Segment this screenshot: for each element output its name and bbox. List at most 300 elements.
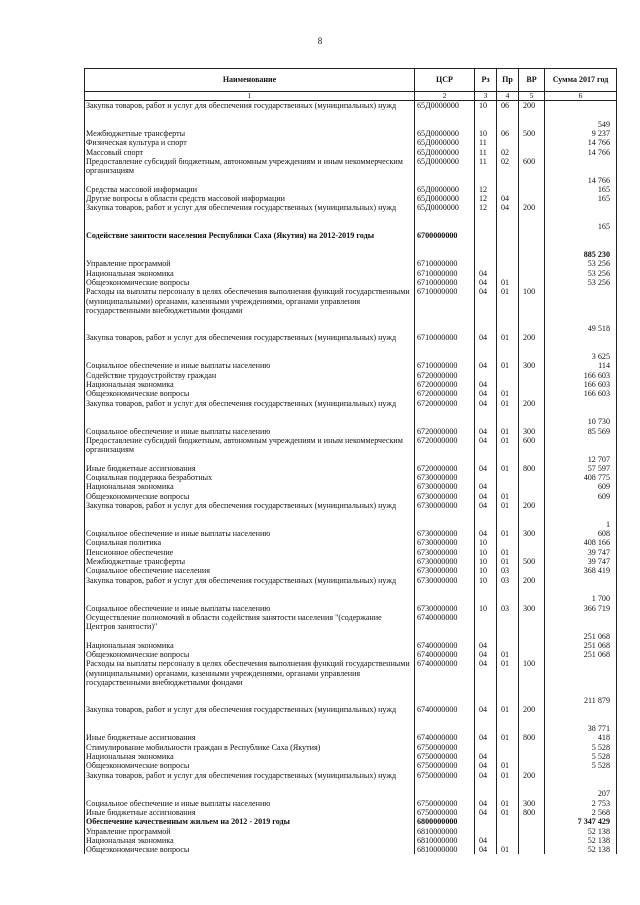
- row-name: Общеэкономические вопросы: [85, 492, 415, 501]
- row-name: Межбюджетные трансферты: [85, 129, 415, 138]
- row-rz: [475, 743, 497, 752]
- row-rz: 04: [475, 399, 497, 427]
- row-name: Национальная экономика: [85, 269, 415, 278]
- row-csr: 6720000000: [415, 371, 475, 380]
- row-rz: 04: [475, 836, 497, 845]
- row-pr: [497, 752, 519, 761]
- row-csr: 6730000000: [415, 473, 475, 482]
- table-row: [85, 148, 617, 157]
- row-sum: 609: [545, 482, 617, 491]
- row-pr: [497, 380, 519, 389]
- row-rz: 04: [475, 389, 497, 398]
- row-sum: 251 068: [545, 613, 617, 641]
- table-row: [85, 650, 617, 659]
- row-name: Национальная экономика: [85, 836, 415, 845]
- table-row: [85, 371, 617, 380]
- row-pr: 01: [497, 333, 519, 361]
- row-sum: 251 068: [545, 641, 617, 650]
- row-csr: 6720000000: [415, 436, 475, 464]
- row-pr: 01: [497, 501, 519, 529]
- row-vr: [519, 650, 545, 659]
- row-csr: 6800000000: [415, 817, 475, 826]
- table-row: [85, 436, 617, 464]
- column-number: 5: [519, 92, 545, 101]
- row-vr: 300: [519, 529, 545, 538]
- row-vr: [519, 185, 545, 194]
- row-sum: 85 569: [545, 427, 617, 436]
- row-name: Предоставление субсидий бюджетным, автономным учреждениям и иным некоммерческим организациям: [85, 436, 415, 464]
- row-pr: 01: [497, 427, 519, 436]
- row-vr: 800: [519, 733, 545, 742]
- row-csr: 6710000000: [415, 259, 475, 268]
- row-sum: 14 766: [545, 138, 617, 147]
- row-sum: 5 528: [545, 743, 617, 752]
- row-name: Межбюджетные трансферты: [85, 557, 415, 566]
- row-pr: 04: [497, 194, 519, 203]
- row-sum: 165: [545, 203, 617, 231]
- table-row: [85, 845, 617, 854]
- row-csr: 6730000000: [415, 548, 475, 557]
- row-rz: 11: [475, 138, 497, 147]
- row-pr: 01: [497, 361, 519, 370]
- row-pr: 01: [497, 557, 519, 566]
- row-name: Массовый спорт: [85, 148, 415, 157]
- row-rz: 10: [475, 576, 497, 604]
- row-rz: 04: [475, 733, 497, 742]
- table-header: [85, 69, 617, 101]
- row-vr: [519, 761, 545, 770]
- column-number-row: [85, 92, 617, 101]
- row-pr: 03: [497, 576, 519, 604]
- row-sum: 609: [545, 492, 617, 501]
- row-sum: 3 625: [545, 333, 617, 361]
- row-pr: [497, 269, 519, 278]
- row-rz: 04: [475, 650, 497, 659]
- table-row: [85, 771, 617, 799]
- row-sum: 39 747: [545, 548, 617, 557]
- row-vr: 100: [519, 287, 545, 333]
- header-csr: ЦСР: [415, 69, 475, 92]
- row-csr: 6730000000: [415, 482, 475, 491]
- row-vr: 200: [519, 771, 545, 799]
- row-vr: 300: [519, 604, 545, 613]
- row-rz: 12: [475, 203, 497, 231]
- row-rz: 12: [475, 194, 497, 203]
- row-vr: 300: [519, 361, 545, 370]
- row-sum: 38 771: [545, 705, 617, 733]
- row-sum: 53 256: [545, 259, 617, 268]
- row-rz: 04: [475, 380, 497, 389]
- row-vr: [519, 148, 545, 157]
- row-vr: [519, 380, 545, 389]
- row-name: Социальное обеспечение и иные выплаты населению: [85, 799, 415, 808]
- row-rz: 04: [475, 641, 497, 650]
- row-rz: 04: [475, 771, 497, 799]
- column-number: 1: [85, 92, 415, 101]
- table-row: [85, 473, 617, 482]
- row-vr: [519, 371, 545, 380]
- row-vr: [519, 836, 545, 845]
- row-vr: [519, 566, 545, 575]
- row-rz: [475, 613, 497, 641]
- row-vr: 200: [519, 576, 545, 604]
- row-pr: [497, 231, 519, 259]
- row-vr: [519, 138, 545, 147]
- row-sum: 10 730: [545, 399, 617, 427]
- row-vr: [519, 641, 545, 650]
- row-rz: 04: [475, 482, 497, 491]
- row-pr: 06: [497, 129, 519, 138]
- row-rz: [475, 817, 497, 826]
- row-pr: 01: [497, 399, 519, 427]
- row-csr: 65Д0000000: [415, 129, 475, 138]
- row-vr: 300: [519, 427, 545, 436]
- row-sum: 366 719: [545, 604, 617, 613]
- table-row: [85, 399, 617, 427]
- row-sum: 1 700: [545, 576, 617, 604]
- table-row: [85, 761, 617, 770]
- row-pr: [497, 371, 519, 380]
- row-name: Закупка товаров, работ и услуг для обеспечения государственных (муниципальных) нужд: [85, 399, 415, 427]
- row-vr: [519, 845, 545, 854]
- table-row: [85, 259, 617, 268]
- header-rz: Рз: [475, 69, 497, 92]
- row-rz: 04: [475, 659, 497, 705]
- row-csr: 6750000000: [415, 771, 475, 799]
- row-vr: 500: [519, 129, 545, 138]
- row-pr: 01: [497, 733, 519, 742]
- row-sum: 114: [545, 361, 617, 370]
- table-row: [85, 808, 617, 817]
- row-rz: [475, 827, 497, 836]
- row-name: Национальная экономика: [85, 482, 415, 491]
- header-pr: Пр: [497, 69, 519, 92]
- row-sum: 14 766: [545, 148, 617, 157]
- row-vr: 200: [519, 203, 545, 231]
- row-pr: [497, 743, 519, 752]
- row-rz: [475, 371, 497, 380]
- row-rz: 04: [475, 492, 497, 501]
- row-csr: 6740000000: [415, 650, 475, 659]
- table-row: [85, 538, 617, 547]
- table-row: [85, 482, 617, 491]
- row-name: Управление программой: [85, 827, 415, 836]
- row-pr: 01: [497, 389, 519, 398]
- row-sum: 52 138: [545, 827, 617, 836]
- column-number: 2: [415, 92, 475, 101]
- row-pr: [497, 613, 519, 641]
- row-rz: 04: [475, 752, 497, 761]
- row-vr: 200: [519, 705, 545, 733]
- row-vr: [519, 817, 545, 826]
- row-csr: 65Д0000000: [415, 148, 475, 157]
- row-vr: [519, 482, 545, 491]
- row-vr: [519, 743, 545, 752]
- row-sum: 39 747: [545, 557, 617, 566]
- row-rz: 04: [475, 333, 497, 361]
- table-body: [85, 101, 617, 855]
- row-vr: 800: [519, 808, 545, 817]
- table-row: [85, 380, 617, 389]
- row-pr: 01: [497, 808, 519, 817]
- row-sum: 166 603: [545, 371, 617, 380]
- row-rz: 04: [475, 464, 497, 473]
- table-row: [85, 817, 617, 826]
- row-name: Предоставление субсидий бюджетным, автономным учреждениям и иным некоммерческим организациям: [85, 157, 415, 185]
- row-vr: 200: [519, 101, 545, 130]
- row-rz: [475, 473, 497, 482]
- row-pr: 01: [497, 771, 519, 799]
- row-name: Закупка товаров, работ и услуг для обеспечения государственных (муниципальных) нужд: [85, 576, 415, 604]
- row-rz: 10: [475, 604, 497, 613]
- row-rz: 04: [475, 799, 497, 808]
- row-rz: 04: [475, 761, 497, 770]
- row-vr: 600: [519, 157, 545, 185]
- row-name: Общеэкономические вопросы: [85, 845, 415, 854]
- row-name: Обеспечение качественным жильем на 2012 - 2019 годы: [85, 817, 415, 826]
- table-row: [85, 548, 617, 557]
- row-csr: 6710000000: [415, 333, 475, 361]
- row-csr: 65Д0000000: [415, 185, 475, 194]
- row-sum: 408 775: [545, 473, 617, 482]
- row-sum: 53 256: [545, 269, 617, 278]
- header-vr: ВР: [519, 69, 545, 92]
- row-csr: 6740000000: [415, 659, 475, 705]
- row-pr: 01: [497, 761, 519, 770]
- row-csr: 6750000000: [415, 761, 475, 770]
- row-sum: 5 528: [545, 761, 617, 770]
- row-name: Другие вопросы в области средств массовой информации: [85, 194, 415, 203]
- row-csr: 6730000000: [415, 604, 475, 613]
- row-csr: 6730000000: [415, 566, 475, 575]
- table-row: [85, 604, 617, 613]
- table-row: [85, 836, 617, 845]
- row-rz: [475, 231, 497, 259]
- row-sum: 165: [545, 185, 617, 194]
- row-vr: 500: [519, 557, 545, 566]
- row-rz: 04: [475, 436, 497, 464]
- row-csr: 6740000000: [415, 733, 475, 742]
- row-csr: 6730000000: [415, 557, 475, 566]
- row-pr: 01: [497, 492, 519, 501]
- row-sum: 885 230: [545, 231, 617, 259]
- row-sum: 14 766: [545, 157, 617, 185]
- row-rz: 04: [475, 705, 497, 733]
- row-csr: 6720000000: [415, 399, 475, 427]
- row-pr: 01: [497, 464, 519, 473]
- row-name: Социальное обеспечение и иные выплаты населению: [85, 427, 415, 436]
- row-pr: 03: [497, 566, 519, 575]
- row-rz: 10: [475, 538, 497, 547]
- table-row: [85, 576, 617, 604]
- row-name: Иные бюджетные ассигнования: [85, 464, 415, 473]
- row-sum: 368 419: [545, 566, 617, 575]
- row-csr: 6710000000: [415, 287, 475, 333]
- row-csr: 6730000000: [415, 529, 475, 538]
- row-name: Содействие трудоустройству граждан: [85, 371, 415, 380]
- row-csr: 6730000000: [415, 538, 475, 547]
- header-sum: Сумма 2017 год: [545, 69, 617, 92]
- row-csr: 6750000000: [415, 752, 475, 761]
- row-csr: 6740000000: [415, 613, 475, 641]
- row-name: Общеэкономические вопросы: [85, 650, 415, 659]
- table-row: [85, 203, 617, 231]
- row-name: Средства массовой информации: [85, 185, 415, 194]
- row-name: Расходы на выплаты персоналу в целях обеспечения выполнения функций государственными (муниципальными) органами, казенными учреждениями, органами управления государственными внебюджетными фондами: [85, 287, 415, 333]
- row-name: Закупка товаров, работ и услуг для обеспечения государственных (муниципальных) нужд: [85, 705, 415, 733]
- table-row: [85, 827, 617, 836]
- row-vr: [519, 492, 545, 501]
- row-csr: 6710000000: [415, 278, 475, 287]
- row-rz: 04: [475, 287, 497, 333]
- row-vr: 100: [519, 659, 545, 705]
- row-sum: 549: [545, 101, 617, 130]
- row-name: Осуществление полномочий в области содействия занятости населения "(содержание Центров занятости)": [85, 613, 415, 641]
- row-name: Физическая культура и спорт: [85, 138, 415, 147]
- table-row: [85, 641, 617, 650]
- row-name: Закупка товаров, работ и услуг для обеспечения государственных (муниципальных) нужд: [85, 333, 415, 361]
- row-rz: 04: [475, 529, 497, 538]
- row-csr: 6720000000: [415, 380, 475, 389]
- row-csr: 65Д0000000: [415, 101, 475, 130]
- row-pr: [497, 259, 519, 268]
- row-pr: 03: [497, 604, 519, 613]
- row-vr: [519, 278, 545, 287]
- row-csr: 6810000000: [415, 836, 475, 845]
- row-rz: [475, 259, 497, 268]
- row-rz: 04: [475, 808, 497, 817]
- row-vr: [519, 269, 545, 278]
- row-sum: 165: [545, 194, 617, 203]
- table-row: [85, 138, 617, 147]
- row-sum: 49 518: [545, 287, 617, 333]
- row-name: Закупка товаров, работ и услуг для обеспечения государственных (муниципальных) нужд: [85, 771, 415, 799]
- row-vr: 800: [519, 464, 545, 473]
- row-name: Пенсионное обеспечение: [85, 548, 415, 557]
- row-vr: 200: [519, 501, 545, 529]
- row-sum: 1: [545, 501, 617, 529]
- budget-table: [84, 68, 617, 854]
- row-name: Общеэкономические вопросы: [85, 761, 415, 770]
- row-vr: [519, 231, 545, 259]
- row-name: Управление программой: [85, 259, 415, 268]
- row-rz: 10: [475, 557, 497, 566]
- row-sum: 207: [545, 771, 617, 799]
- row-sum: 53 256: [545, 278, 617, 287]
- row-sum: 7 347 429: [545, 817, 617, 826]
- row-pr: 04: [497, 203, 519, 231]
- row-name: Расходы на выплаты персоналу в целях обеспечения выполнения функций государственными (муниципальными) органами, казенными учреждениями, органами управления государственными внебюджетными фондами: [85, 659, 415, 705]
- row-rz: 04: [475, 845, 497, 854]
- row-name: Общеэкономические вопросы: [85, 389, 415, 398]
- row-csr: 6810000000: [415, 827, 475, 836]
- table-row: [85, 389, 617, 398]
- row-name: Содействие занятости населения Республики Саха (Якутия) на 2012-2019 годы: [85, 231, 415, 259]
- row-sum: 211 879: [545, 659, 617, 705]
- table-row: [85, 733, 617, 742]
- table-row: [85, 157, 617, 185]
- row-sum: 9 237: [545, 129, 617, 138]
- row-csr: 6810000000: [415, 845, 475, 854]
- table-row: [85, 278, 617, 287]
- row-csr: 65Д0000000: [415, 194, 475, 203]
- row-csr: 6740000000: [415, 705, 475, 733]
- column-number: 4: [497, 92, 519, 101]
- row-pr: 01: [497, 659, 519, 705]
- row-csr: 6730000000: [415, 576, 475, 604]
- header-name: Наименование: [85, 69, 415, 92]
- table-row: [85, 705, 617, 733]
- table-row: [85, 287, 617, 333]
- row-csr: 6750000000: [415, 743, 475, 752]
- row-csr: 65Д0000000: [415, 157, 475, 185]
- table-row: [85, 492, 617, 501]
- table-row: [85, 557, 617, 566]
- row-pr: [497, 473, 519, 482]
- row-pr: [497, 538, 519, 547]
- row-sum: 166 603: [545, 389, 617, 398]
- row-name: Общеэкономические вопросы: [85, 278, 415, 287]
- row-rz: 04: [475, 501, 497, 529]
- table-row: [85, 566, 617, 575]
- row-pr: 01: [497, 529, 519, 538]
- row-pr: [497, 482, 519, 491]
- table-row: [85, 743, 617, 752]
- row-vr: [519, 259, 545, 268]
- row-sum: 2 568: [545, 808, 617, 817]
- row-name: Социальное обеспечение и иные выплаты населению: [85, 529, 415, 538]
- row-csr: 6720000000: [415, 427, 475, 436]
- table-row: [85, 427, 617, 436]
- row-pr: [497, 827, 519, 836]
- row-pr: 01: [497, 287, 519, 333]
- row-csr: 65Д0000000: [415, 138, 475, 147]
- row-rz: 11: [475, 148, 497, 157]
- row-rz: 04: [475, 361, 497, 370]
- row-csr: 6720000000: [415, 389, 475, 398]
- row-name: Социальное обеспечение и иные выплаты населению: [85, 361, 415, 370]
- row-sum: 608: [545, 529, 617, 538]
- row-name: Социальная поддержка безработных: [85, 473, 415, 482]
- row-vr: [519, 613, 545, 641]
- table-row: [85, 464, 617, 473]
- row-pr: 01: [497, 278, 519, 287]
- row-sum: 12 707: [545, 436, 617, 464]
- row-name: Национальная экономика: [85, 641, 415, 650]
- row-pr: [497, 641, 519, 650]
- row-vr: [519, 473, 545, 482]
- row-pr: 01: [497, 845, 519, 854]
- row-vr: [519, 827, 545, 836]
- row-csr: 6730000000: [415, 501, 475, 529]
- row-csr: 6730000000: [415, 492, 475, 501]
- row-rz: 10: [475, 548, 497, 557]
- table-row: [85, 529, 617, 538]
- row-pr: 01: [497, 705, 519, 733]
- row-rz: 12: [475, 185, 497, 194]
- table-row: [85, 659, 617, 705]
- row-csr: 6720000000: [415, 464, 475, 473]
- row-name: Закупка товаров, работ и услуг для обеспечения государственных (муниципальных) нужд: [85, 203, 415, 231]
- row-name: Иные бюджетные ассигнования: [85, 733, 415, 742]
- row-sum: 408 166: [545, 538, 617, 547]
- row-sum: 52 138: [545, 836, 617, 845]
- row-pr: 01: [497, 799, 519, 808]
- row-sum: 52 138: [545, 845, 617, 854]
- row-csr: 6700000000: [415, 231, 475, 259]
- row-pr: 06: [497, 101, 519, 130]
- row-rz: 04: [475, 269, 497, 278]
